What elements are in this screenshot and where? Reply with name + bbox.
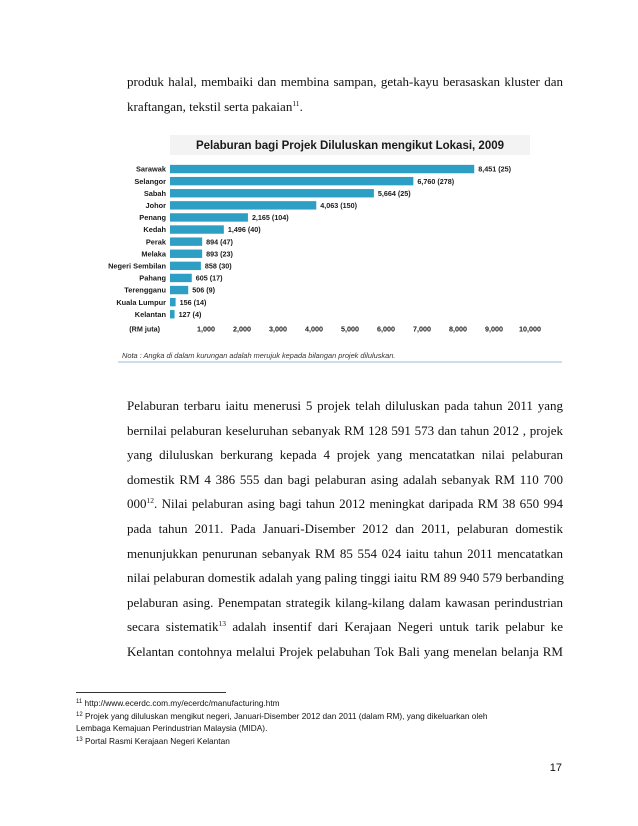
text-line: nilai pelaburan domestik adalah yang paling tinggi iaitu RM 89 940 579 berbanding [127,570,564,586]
x-tick-label: 10,000 [519,324,541,334]
text-run: kraftangan, tekstil serta pakaian [127,98,293,114]
x-tick-label: 1,000 [197,324,215,334]
intro-paragraph [127,70,563,119]
bar [170,225,224,233]
category-label: Sabah [143,188,166,198]
text-run: secara sistematik [127,619,219,635]
text-line: menunjukkan penurunan sebanyak RM 85 554 024 iaitu tahun 2011 mencatatkan [127,545,563,561]
footnote-13 [76,735,576,748]
bar [170,274,192,282]
bar [170,250,202,258]
value-label: 605 (17) [195,273,223,283]
text-run: . [299,98,303,114]
category-label: Sarawak [136,164,166,174]
footnote-text: Portal Rasmi Kerajaan Negeri Kelantan [82,735,230,746]
text-line: bernilai pelaburan keseluruhan sebanyak RM 128 591 573 dan tahun 2012 , projek [127,422,563,438]
footnote-text: Projek yang diluluskan mengikut negeri, Januari-Disember 2012 dan 2011 (dalam RM), yang dikeluarkan oleh [82,710,488,721]
value-label: 1,496 (40) [227,225,261,235]
x-tick-label: 7,000 [413,324,431,334]
x-tick-label: 4,000 [305,324,323,334]
category-label: Negeri Sembilan [108,261,166,271]
value-label: 4,063 (150) [320,200,358,210]
bar [170,262,201,270]
footnotes [76,697,576,747]
text-line [127,615,563,640]
footnote-number: 11 [76,699,83,705]
chart-canvas [88,133,562,365]
x-tick-label: 9,000 [485,324,503,334]
value-label: 156 (14) [179,297,207,307]
category-label: Kuala Lumpur [116,297,166,307]
value-label: 2,165 (104) [251,213,289,223]
category-label: Johor [145,200,166,210]
category-label: Penang [139,213,166,223]
bar [170,213,248,221]
value-label: 6,760 (278) [417,176,455,186]
chart-title: Pelaburan bagi Projek Diluluskan mengikut Lokasi, 2009 [195,140,505,152]
category-label: Melaka [141,249,166,259]
investment-bar-chart [88,133,562,365]
value-label: 5,664 (25) [377,188,411,198]
text-line: domestik RM 4 386 555 dan bagi pelaburan asing adalah sebanyak RM 110 700 [127,471,563,487]
footnote-divider [76,692,226,693]
chart-note: Nota : Angka di dalam kurungan adalah merujuk kepada bilangan projek diluluskan. [122,351,396,360]
footnote-number: 13 [76,736,83,743]
bar [170,237,202,245]
category-label: Pahang [139,273,166,283]
x-tick-label: 3,000 [269,324,287,334]
category-label: Kedah [143,225,166,235]
x-tick-label: 2,000 [233,324,251,334]
text-line [127,492,563,517]
value-label: 506 (9) [192,285,215,295]
category-label: Perak [145,237,166,247]
text-run: . Nilai pelaburan asing bagi tahun 2012 meningkat daripada RM 38 650 994 [154,496,563,512]
footnote-12 [76,710,576,723]
body-paragraph [127,394,563,665]
value-label: 127 (4) [178,309,202,319]
x-tick-label: 5,000 [341,324,359,334]
text-run: adalah insentif dari Kerajaan Negeri untuk tarik pelabur ke [226,619,564,635]
bar [170,298,176,306]
text-line: pada tahun 2011. Pada Januari-Disember 2012 dan 2011, pelaburan domestik [127,520,563,536]
footnote-ref-11: 11 [292,98,300,108]
bar [170,286,188,294]
bar [170,201,316,209]
text-line: produk halal, membaiki dan membina sampan, getah-kayu berasaskan kluster dan [127,74,563,89]
x-tick-label: 8,000 [449,324,467,334]
category-label: Selangor [134,176,166,186]
bar [170,165,474,173]
footnote-11 [76,697,576,710]
footnote-ref-12: 12 [146,496,154,506]
footnote-number: 12 [76,711,83,718]
text-line: Pelaburan terbaru iaitu menerusi 5 projek telah diluluskan pada tahun 2011 yang [127,398,563,413]
footnote-12-continued: Lembaga Kemajuan Perindustrian Malaysia (MIDA). [76,723,268,734]
text-run: 000 [127,496,147,512]
category-label: Kelantan [134,309,166,319]
text-line: yang diluluskan berkurang kepada 4 projek yang mencatatkan nilai pelaburan [127,447,563,463]
bar [170,310,175,318]
value-label: 894 (47) [206,237,233,247]
text-line: Kelantan contohnya melalui Projek pelabuhan Tok Bali yang menelan belanja RM [127,643,563,659]
footnote-link[interactable]: http://www.ecerdc.com.my/ecerdc/manufacturing.htm [82,698,280,708]
x-axis-label: (RM juta) [129,324,160,334]
text-line: pelaburan asing. Penempatan strategik kilang-kilang dalam kawasan perindustrian [127,594,563,610]
value-label: 858 (30) [204,261,232,271]
page-number: 17 [549,762,562,774]
bar [170,177,413,185]
footnote-ref-13: 13 [218,619,227,629]
category-label: Terengganu [124,285,166,295]
x-tick-label: 6,000 [377,324,395,334]
bar [170,189,374,197]
value-label: 893 (23) [206,249,233,259]
text-line [127,95,563,120]
value-label: 8,451 (25) [478,164,512,174]
